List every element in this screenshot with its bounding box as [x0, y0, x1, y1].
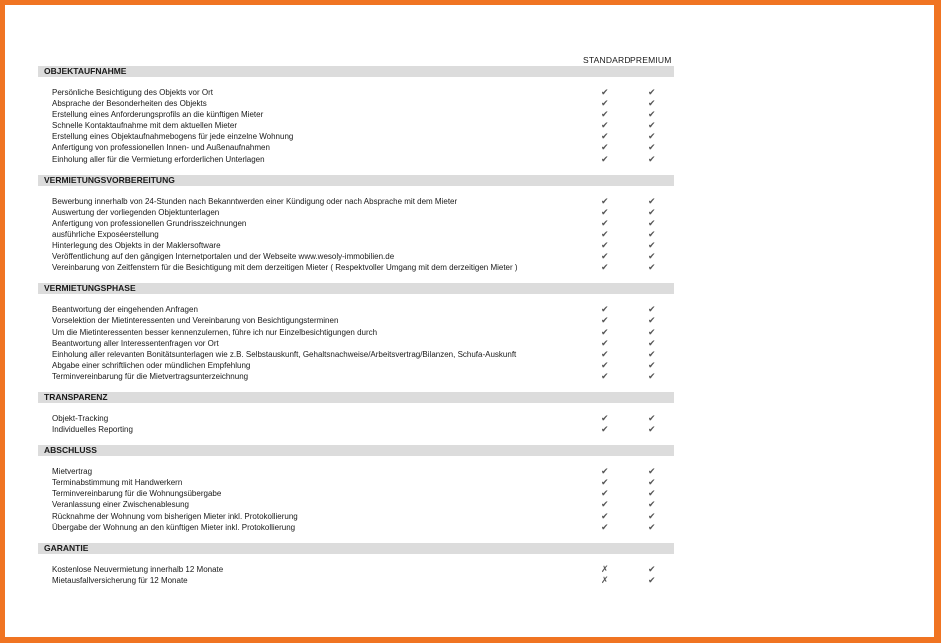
table-row [38, 488, 674, 499]
service-label: Mietvertrag [52, 467, 93, 477]
standard-check-icon: ✔ [601, 359, 609, 370]
service-label: Terminvereinbarung für die Mietvertragsunterzeichnung [52, 371, 249, 381]
service-label: Anfertigung von professionellen Innen- und Außenaufnahmen [52, 143, 270, 153]
standard-check-icon: ✔ [601, 262, 609, 273]
service-label: Vereinbarung von Zeitfenstern für die Besichtigung mit dem derzeitigen Mieter ( Respektvoller Umgang mit dem derzeitigen Mieter ) [52, 263, 518, 273]
section-rows [38, 554, 674, 586]
service-label: Einholung aller für die Vermietung erforderlichen Unterlagen [52, 154, 265, 164]
premium-check-icon: ✔ [648, 120, 656, 131]
service-label: Terminabstimmung mit Handwerkern [52, 478, 183, 488]
service-label: Anfertigung von professionellen Grundrisszeichnungen [52, 218, 247, 228]
service-label: Erstellung eines Anforderungsprofils an die künftigen Mieter [52, 110, 264, 120]
premium-check-icon: ✔ [648, 370, 656, 381]
premium-check-icon: ✔ [648, 142, 656, 153]
standard-check-icon: ✔ [601, 228, 609, 239]
standard-check-icon: ✔ [601, 217, 609, 228]
standard-check-icon: ✔ [601, 206, 609, 217]
service-label: Veröffentlichung auf den gängigen Internetportalen und der Webseite www.wesoly-immobilien.de [52, 252, 395, 262]
table-row [38, 477, 674, 488]
standard-check-icon: ✔ [601, 109, 609, 120]
section-heading: GARANTIE [38, 543, 674, 554]
premium-check-icon: ✔ [648, 251, 656, 262]
standard-check-icon: ✔ [601, 510, 609, 521]
premium-check-icon: ✔ [648, 359, 656, 370]
premium-check-icon: ✔ [648, 87, 656, 97]
section-heading: OBJEKTAUFNAHME [38, 66, 674, 77]
table-row [38, 424, 674, 435]
standard-check-icon: ✔ [601, 521, 609, 532]
section-heading: ABSCHLUSS [38, 445, 674, 456]
table-row [38, 466, 674, 477]
column-header-standard: STANDARD [583, 55, 631, 65]
table-row [38, 349, 674, 360]
premium-check-icon: ✔ [648, 574, 656, 585]
standard-check-icon: ✔ [601, 87, 609, 97]
document-page [5, 5, 934, 637]
premium-check-icon: ✔ [648, 337, 656, 348]
standard-check-icon: ✔ [601, 142, 609, 153]
table-row [38, 240, 674, 251]
service-comparison-table [38, 55, 674, 596]
table-row [38, 522, 674, 533]
column-header-row [38, 55, 674, 65]
service-label: Persönliche Besichtigung des Objekts vor Ort [52, 88, 213, 97]
service-label: Einholung aller relevanten Bonitätsunterlagen wie z.B. Selbstauskunft, Gehaltsnachweise/Arbeitsvertrag/Bilanzen, Schufa-Auskunft [52, 349, 517, 359]
table-row [38, 154, 674, 165]
table-row [38, 229, 674, 240]
table-row [38, 196, 674, 207]
table-row [38, 327, 674, 338]
section [38, 543, 674, 586]
premium-check-icon: ✔ [648, 262, 656, 273]
premium-check-icon: ✔ [648, 563, 656, 574]
service-label: Veranlassung einer Zwischenablesung [52, 500, 189, 510]
table-row [38, 207, 674, 218]
service-label: Bewerbung innerhalb von 24-Stunden nach Bekanntwerden einer Kündigung oder nach Absprache mit dem Mieter [52, 196, 458, 206]
premium-check-icon: ✔ [648, 304, 656, 315]
table-row [38, 87, 674, 98]
section-heading: VERMIETUNGSPHASE [38, 283, 674, 294]
standard-check-icon: ✔ [601, 120, 609, 131]
standard-check-icon: ✔ [601, 466, 609, 477]
service-label: Schnelle Kontaktaufnahme mit dem aktuellen Mieter [52, 121, 237, 131]
standard-check-icon: ✔ [601, 370, 609, 381]
table-row [38, 499, 674, 510]
standard-check-icon: ✔ [601, 424, 609, 435]
service-label: Objekt-Tracking [52, 413, 109, 423]
standard-check-icon: ✔ [601, 412, 609, 423]
section-rows [38, 186, 674, 274]
section-rows [38, 77, 674, 165]
standard-cross-icon: ✗ [601, 563, 609, 574]
premium-check-icon: ✔ [648, 412, 656, 423]
standard-check-icon: ✔ [601, 251, 609, 262]
premium-check-icon: ✔ [648, 348, 656, 359]
premium-check-icon: ✔ [648, 195, 656, 206]
premium-check-icon: ✔ [648, 131, 656, 142]
service-label: Auswertung der vorliegenden Objektunterlagen [52, 207, 220, 217]
standard-check-icon: ✔ [601, 240, 609, 251]
premium-check-icon: ✔ [648, 206, 656, 217]
standard-check-icon: ✔ [601, 131, 609, 142]
standard-check-icon: ✔ [601, 315, 609, 326]
premium-check-icon: ✔ [648, 424, 656, 435]
table-row [38, 142, 674, 153]
section [38, 445, 674, 533]
service-label: Um die Mietinteressenten besser kennenzulernen, führe ich nur Einzelbesichtigungen durch [52, 327, 378, 337]
service-label: Hinterlegung des Objekts in der Maklersoftware [52, 241, 221, 251]
standard-check-icon: ✔ [601, 499, 609, 510]
service-label: Beantwortung der eingehenden Anfragen [52, 305, 198, 315]
column-header-premium: PREMIUM [630, 55, 672, 65]
section-rows [38, 294, 674, 382]
table-row [38, 338, 674, 349]
table-row [38, 251, 674, 262]
premium-check-icon: ✔ [648, 153, 656, 164]
service-label: Kostenlose Neuvermietung innerhalb 12 Monate [52, 564, 224, 574]
table-row [38, 304, 674, 315]
standard-check-icon: ✔ [601, 98, 609, 109]
premium-check-icon: ✔ [648, 477, 656, 488]
section-heading: TRANSPARENZ [38, 392, 674, 403]
service-label: ausführliche Exposéerstellung [52, 229, 159, 239]
premium-check-icon: ✔ [648, 109, 656, 120]
section [38, 66, 674, 165]
premium-check-icon: ✔ [648, 326, 656, 337]
table-row [38, 131, 674, 142]
standard-check-icon: ✔ [601, 348, 609, 359]
table-row [38, 218, 674, 229]
service-label: Rücknahme der Wohnung vom bisherigen Mieter inkl. Protokollierung [52, 511, 298, 521]
table-row [38, 262, 674, 273]
table-row [38, 120, 674, 131]
premium-check-icon: ✔ [648, 217, 656, 228]
premium-check-icon: ✔ [648, 315, 656, 326]
premium-check-icon: ✔ [648, 499, 656, 510]
sections-container [38, 66, 674, 586]
premium-check-icon: ✔ [648, 521, 656, 532]
standard-check-icon: ✔ [601, 337, 609, 348]
table-row [38, 109, 674, 120]
premium-check-icon: ✔ [648, 98, 656, 109]
table-row [38, 98, 674, 109]
table-row [38, 360, 674, 371]
standard-cross-icon: ✗ [601, 574, 609, 585]
service-label: Abgabe einer schriftlichen oder mündlichen Empfehlung [52, 360, 251, 370]
premium-check-icon: ✔ [648, 488, 656, 499]
service-label: Individuelles Reporting [52, 425, 133, 435]
section [38, 283, 674, 382]
standard-check-icon: ✔ [601, 477, 609, 488]
table-row [38, 371, 674, 382]
table-row [38, 575, 674, 586]
service-label: Vorselektion der Mietinteressenten und Vereinbarung von Besichtigungsterminen [52, 316, 339, 326]
service-label: Terminvereinbarung für die Wohnungsübergabe [52, 489, 222, 499]
premium-check-icon: ✔ [648, 466, 656, 477]
standard-check-icon: ✔ [601, 304, 609, 315]
service-label: Erstellung eines Objektaufnahmebogens für jede einzelne Wohnung [52, 132, 294, 142]
service-label: Übergabe der Wohnung an den künftigen Mieter inkl. Protokollierung [52, 522, 296, 532]
service-label: Absprache der Besonderheiten des Objekts [52, 99, 207, 109]
section-rows [38, 403, 674, 435]
service-label: Beantwortung aller Interessentenfragen vor Ort [52, 338, 219, 348]
section-heading: VERMIETUNGSVORBEREITUNG [38, 175, 674, 186]
table-row [38, 564, 674, 575]
standard-check-icon: ✔ [601, 153, 609, 164]
table-row [38, 315, 674, 326]
premium-check-icon: ✔ [648, 240, 656, 251]
standard-check-icon: ✔ [601, 326, 609, 337]
table-row [38, 511, 674, 522]
service-label: Mietausfallversicherung für 12 Monate [52, 575, 188, 585]
standard-check-icon: ✔ [601, 195, 609, 206]
table-row [38, 413, 674, 424]
section-rows [38, 456, 674, 533]
section [38, 392, 674, 435]
premium-check-icon: ✔ [648, 228, 656, 239]
standard-check-icon: ✔ [601, 488, 609, 499]
premium-check-icon: ✔ [648, 510, 656, 521]
section [38, 175, 674, 274]
